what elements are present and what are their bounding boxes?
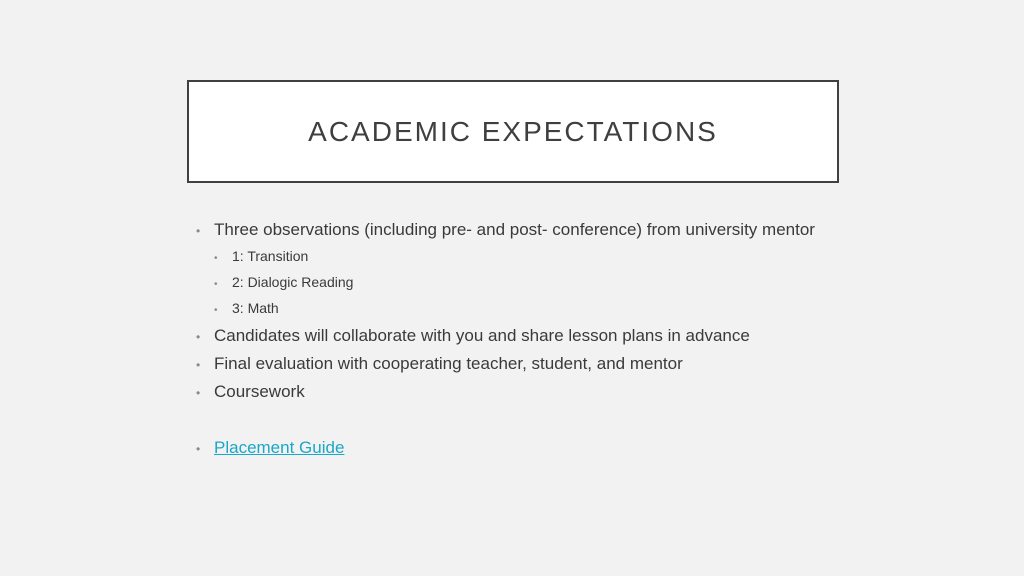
list-item [196,220,836,248]
bullet-list [196,220,836,466]
bullet-text-collaborate: Candidates will collaborate with you and share lesson plans in advance [214,326,750,345]
list-item [196,300,836,326]
slide-title: ACADEMIC EXPECTATIONS [308,115,718,147]
bullet-text-coursework: Coursework [214,382,305,401]
bullet-icon: • [214,253,218,264]
bullet-text-sub2: 2: Dialogic Reading [232,274,354,290]
list-item [196,248,836,274]
list-item [196,326,836,354]
bullet-icon: • [214,305,218,316]
title-box [187,80,839,183]
list-item [196,438,836,466]
list-item [196,382,836,410]
list-item [196,274,836,300]
bullet-icon: • [196,442,201,456]
bullet-icon: • [196,224,201,238]
bullet-icon: • [196,386,201,400]
bullet-icon: • [196,330,201,344]
spacer [196,410,836,438]
bullet-text-sub1: 1: Transition [232,248,309,264]
list-item [196,354,836,382]
bullet-text-evaluation: Final evaluation with cooperating teacher, student, and mentor [214,354,683,373]
bullet-icon: • [214,279,218,290]
bullet-text-sub3: 3: Math [232,300,279,316]
bullet-text-observations: Three observations (including pre- and post- conference) from university mentor [214,220,815,239]
bullet-icon: • [196,358,201,372]
placement-guide-link[interactable]: Placement Guide [214,438,345,457]
